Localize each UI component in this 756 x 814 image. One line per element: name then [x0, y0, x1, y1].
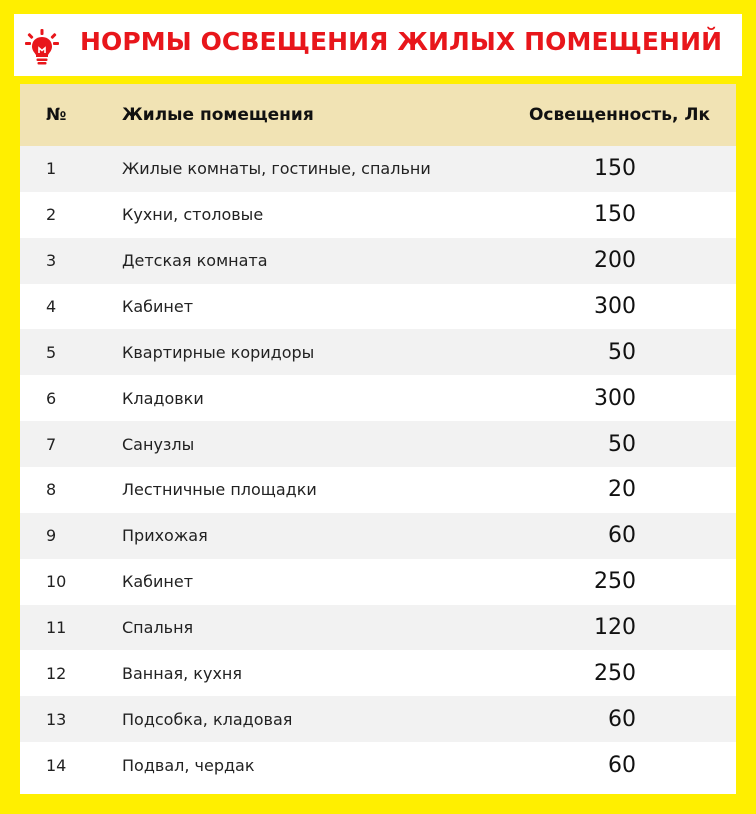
table-row	[20, 513, 736, 559]
row-room: Прихожая	[122, 513, 512, 559]
row-number: 3	[20, 238, 122, 284]
row-room: Кухни, столовые	[122, 192, 512, 238]
table-header-row	[20, 84, 736, 146]
row-number: 8	[20, 467, 122, 513]
row-illuminance: 150	[512, 146, 736, 192]
row-number: 10	[20, 559, 122, 605]
table-row	[20, 467, 736, 513]
table-row	[20, 284, 736, 330]
table-row	[20, 329, 736, 375]
table-row	[20, 375, 736, 421]
row-room: Ванная, кухня	[122, 650, 512, 696]
table-row	[20, 696, 736, 742]
table-row	[20, 146, 736, 192]
row-room: Кабинет	[122, 284, 512, 330]
row-number: 14	[20, 742, 122, 788]
row-number: 7	[20, 421, 122, 467]
row-illuminance: 60	[512, 696, 736, 742]
row-illuminance: 60	[512, 513, 736, 559]
row-room: Лестничные площадки	[122, 467, 512, 513]
row-illuminance: 200	[512, 238, 736, 284]
page-title: НОРМЫ ОСВЕЩЕНИЯ ЖИЛЫХ ПОМЕЩЕНИЙ	[80, 27, 723, 56]
row-illuminance: 120	[512, 605, 736, 651]
row-illuminance: 250	[512, 559, 736, 605]
illumination-table	[20, 84, 736, 788]
table-row	[20, 650, 736, 696]
table-row	[20, 192, 736, 238]
row-room: Подвал, чердак	[122, 742, 512, 788]
header-room: Жилые помещения	[122, 84, 512, 146]
row-room: Жилые комнаты, гостиные, спальни	[122, 146, 512, 192]
table-row	[20, 238, 736, 284]
row-illuminance: 150	[512, 192, 736, 238]
table-row	[20, 742, 736, 788]
row-illuminance: 50	[512, 421, 736, 467]
row-room: Кладовки	[122, 375, 512, 421]
row-room: Кабинет	[122, 559, 512, 605]
table-row	[20, 605, 736, 651]
table-row	[20, 421, 736, 467]
lightbulb-icon	[22, 28, 62, 68]
row-room: Подсобка, кладовая	[122, 696, 512, 742]
row-number: 12	[20, 650, 122, 696]
row-room: Санузлы	[122, 421, 512, 467]
illumination-table-card	[20, 84, 736, 794]
row-illuminance: 50	[512, 329, 736, 375]
header-number: №	[20, 84, 122, 146]
row-number: 11	[20, 605, 122, 651]
row-illuminance: 20	[512, 467, 736, 513]
header-illuminance: Освещенность, Лк	[512, 84, 736, 146]
row-number: 9	[20, 513, 122, 559]
row-room: Спальня	[122, 605, 512, 651]
row-number: 13	[20, 696, 122, 742]
row-number: 4	[20, 284, 122, 330]
row-room: Детская комната	[122, 238, 512, 284]
row-room: Квартирные коридоры	[122, 329, 512, 375]
title-banner	[14, 14, 742, 76]
row-illuminance: 300	[512, 375, 736, 421]
row-number: 2	[20, 192, 122, 238]
row-number: 5	[20, 329, 122, 375]
row-illuminance: 300	[512, 284, 736, 330]
row-illuminance: 60	[512, 742, 736, 788]
row-illuminance: 250	[512, 650, 736, 696]
table-row	[20, 559, 736, 605]
row-number: 1	[20, 146, 122, 192]
row-number: 6	[20, 375, 122, 421]
